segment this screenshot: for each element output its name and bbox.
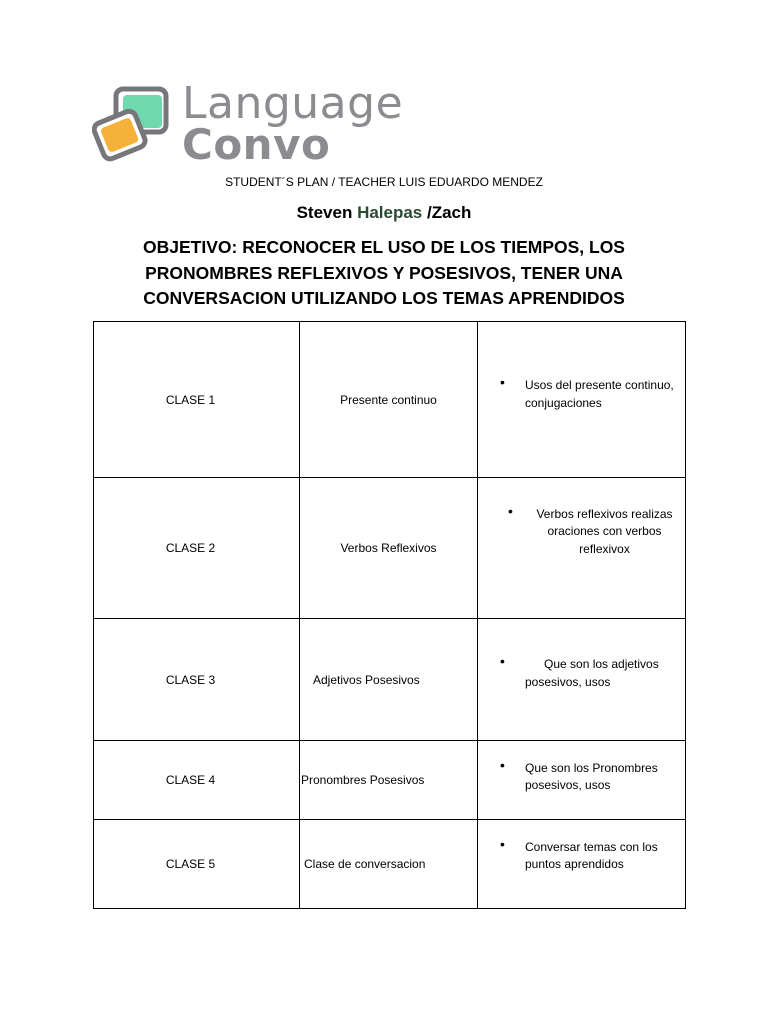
- logo-text-language: Language: [182, 78, 404, 129]
- student-last-name: Halepas: [357, 203, 423, 222]
- class-topic: Presente continuo: [340, 392, 437, 407]
- bullet-icon: •: [500, 835, 505, 852]
- class-topic-cell: [300, 322, 478, 478]
- class-label-cell: [94, 619, 300, 741]
- class-notes-cell: [478, 741, 686, 820]
- bullet-icon: •: [500, 374, 505, 390]
- class-label-cell: [94, 741, 300, 820]
- class-label: CLASE 4: [165, 773, 216, 787]
- class-label: CLASE 2: [165, 541, 216, 555]
- class-notes: Usos del presente continuo, conjugaciones: [525, 378, 674, 410]
- table-row: [94, 820, 686, 909]
- class-notes: Que son los adjetivos posesivos, usos: [525, 657, 659, 689]
- class-label: CLASE 5: [165, 857, 216, 871]
- class-notes: Conversar temas con los puntos aprendidos: [525, 839, 658, 871]
- class-topic: Adjetivos Posesivos: [313, 672, 420, 687]
- class-topic: Verbos Reflexivos: [340, 541, 437, 555]
- student-suffix: /Zach: [427, 203, 472, 222]
- class-topic-cell: [300, 619, 478, 741]
- student-name: [0, 203, 768, 223]
- bullet-icon: •: [500, 756, 505, 773]
- student-first-name: Steven: [296, 203, 353, 222]
- class-notes-cell: [478, 820, 686, 909]
- table-row: [94, 322, 686, 478]
- table-row: [94, 619, 686, 741]
- class-notes-cell: [478, 478, 686, 619]
- class-label-cell: [94, 820, 300, 909]
- class-topic-cell: [300, 820, 478, 909]
- class-label: CLASE 1: [165, 392, 216, 407]
- class-topic: Pronombres Posesivos: [301, 773, 425, 787]
- class-notes: Verbos reflexivos realizas oraciones con verbos reflexivox: [536, 506, 673, 556]
- class-notes-cell: [478, 619, 686, 741]
- language-convo-logo: [92, 78, 432, 169]
- chat-bubbles-icon: [92, 86, 174, 166]
- table-row: [94, 741, 686, 820]
- class-label-cell: [94, 322, 300, 478]
- logo-text-convo: Convo: [182, 120, 331, 169]
- class-notes: Que son los Pronombres posesivos, usos: [525, 760, 658, 792]
- table-row: [94, 478, 686, 619]
- class-topic-cell: [300, 478, 478, 619]
- class-notes-cell: [478, 322, 686, 478]
- class-label: CLASE 3: [165, 672, 216, 687]
- bullet-icon: •: [508, 502, 513, 519]
- class-label-cell: [94, 478, 300, 619]
- class-topic: Clase de conversacion: [304, 857, 426, 871]
- plan-subtitle: STUDENT´S PLAN / TEACHER LUIS EDUARDO MENDEZ: [225, 175, 543, 189]
- objective-heading: OBJETIVO: RECONOCER EL USO DE LOS TIEMPOS, LOS PRONOMBRES REFLEXIVOS Y POSESIVOS, TENER UNA CONVERSACION UTILIZANDO LOS TEMAS APRENDIDOS: [143, 237, 625, 308]
- class-topic-cell: [300, 741, 478, 820]
- class-plan-table: [93, 321, 686, 909]
- bullet-icon: •: [500, 653, 505, 669]
